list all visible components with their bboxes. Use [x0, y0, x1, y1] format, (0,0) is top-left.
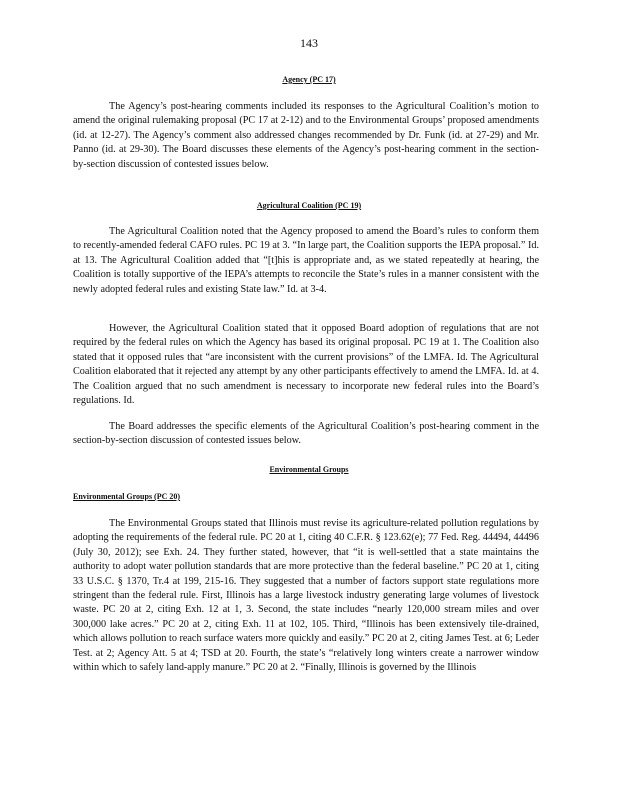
- paragraph-coalition-3: The Board addresses the specific elements of the Agricultural Coalition’s post-hearing comment in the section-by-section discussion of contested issues below.: [73, 421, 539, 447]
- section-heading-text: Agency (PC 17): [282, 75, 336, 84]
- section-heading-agricultural-coalition: [0, 201, 618, 210]
- section-heading-agency: [0, 75, 618, 84]
- subsection-heading-environmental-groups-pc20: [73, 492, 180, 501]
- section-heading-text: Environmental Groups (PC 20): [73, 492, 181, 501]
- paragraph-coalition-1: The Agricultural Coalition noted that the Agency proposed to amend the Board’s rules to conform them to recently-amended federal CAFO rules. PC 19 at 3. “In large part, the Coalition supports the IEPA proposal.” Id. at 13. The Agricultural Coalition added that “[t]his is appropriate and, as we stated repeatedly at hearing, the Coalition is totally supportive of the IEPA’s attempts to reconcile the State’s rules in a manner consistent with the newly adopted federal rules and existing State law.” Id. at 3-4.: [73, 226, 539, 295]
- paragraph-environmental-1: The Environmental Groups stated that Illinois must revise its agriculture-related pollution regulations by adopting the requirements of the federal rule. PC 20 at 1, citing 40 C.F.R. § 123.62(e); 77 Fed. Reg. 44494, 44496 (July 30, 2012); see Exh. 24. They further stated, however, that “it is well-settled that a state maintains the authority to adopt water pollution standards that are more protective than the federal baseline.” PC 20 at 1, citing 33 U.S.C. § 1370, Tr.4 at 199, 215-16. They suggested that a number of factors support state regulations more stringent than the federal rule. First, Illinois has a large livestock industry generating large volumes of livestock waste. PC 20 at 2, citing Exh. 12 at 1, 3. Second, the state includes “nearly 120,000 stream miles and over 300,000 lake acres.” PC 20 at 2, citing Exh. 11 at 102, 105. Third, “Illinois has been extensively tile-drained, which allows pollution to reach surface waters more quickly and easily.” PC 20 at 2, citing James Test. at 6; Leder Test. at 2; Agency Att. 5 at 4; TSD at 20. Fourth, the state’s “relatively long winters create a narrower window within which to safely land-apply manure.” PC 20 at 2. “Finally, Illinois is governed by the Illinois: [73, 518, 539, 674]
- section-heading-text: Environmental Groups: [269, 465, 349, 474]
- page-number: 143: [300, 36, 318, 50]
- paragraph-agency-1: The Agency’s post-hearing comments included its responses to the Agricultural Coalition’s motion to amend the original rulemaking proposal (PC 17 at 2-12) and to the Environmental Groups’ proposed amendments (id. at 12-27). The Agency’s comment also addressed changes recommended by Dr. Funk (id. at 27-29) and Mr. Panno (id. at 29-30). The Board discusses these elements of the Agency’s post-hearing comment in the section-by-section discussion of contested issues below.: [73, 101, 539, 170]
- paragraph-coalition-2: However, the Agricultural Coalition stated that it opposed Board adoption of regulations that are not required by the federal rules on which the Agency has based its original proposal. PC 19 at 1. The Coalition also stated that it opposed rules that “are inconsistent with the current provisions” of the LMFA. Id. The Agricultural Coalition elaborated that it rejected any attempt by any other participants effectively to amend the LMFA. Id. at 4. The Coalition argued that no such amendment is necessary to incorporate new federal rules into the Board’s regulations. Id.: [73, 323, 539, 407]
- section-heading-text: Agricultural Coalition (PC 19): [256, 201, 362, 210]
- section-heading-environmental-groups: [0, 465, 618, 474]
